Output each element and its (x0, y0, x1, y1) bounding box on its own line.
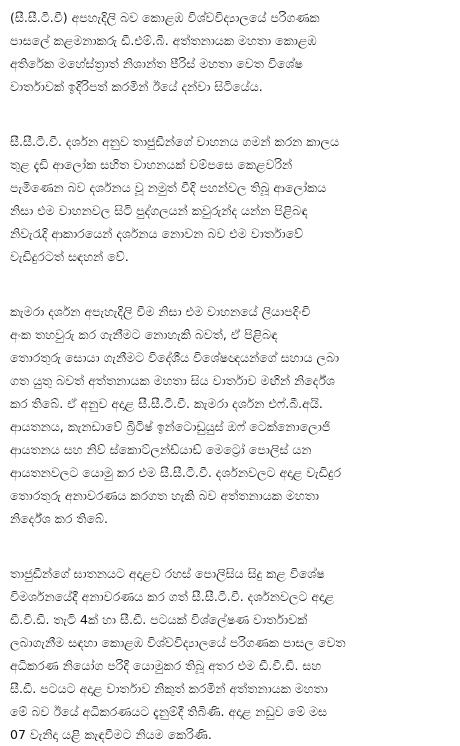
text-line: වාර්තාවක් ඉදිරිපත් කරමින් ඊයේ දන්වා සිටියේය. (10, 79, 263, 94)
text-line: විමර්ශනයේදී අනාවරණය කර ගත් සී.සී.ටී.වී. දර්ශනවලට අදාළ (10, 589, 335, 604)
text-line: අධිකරණ නියෝග පරිදි යොමුකර තිබූ අතර එම ඩී.වී.ඩී. සහ (10, 658, 322, 673)
text-line: තොරතුරු අනාවරණය කරගත හැකි බව අත්තනායක මහතා (10, 488, 319, 503)
text-line: (සී.සී.ටී.වී) අපහැදිලි බව කොළඹ විශ්වවිද්‍යාලයේ පරිගණක (10, 10, 320, 25)
text-line: ඩී.වී.ඩී. තැටි 4ක් හා සී.ඩී. පටයක් විශ්ලේෂණ වාර්තාවක් (10, 612, 308, 627)
text-line: තොරතුරු සොයා ගැනීමට විදේශීය විශේෂඥයන්ගේ සහාය ලබා (10, 350, 340, 365)
paragraph-1 (10, 6, 450, 98)
paragraph-spacer (10, 268, 450, 300)
paragraph-4 (10, 562, 450, 746)
text-line: ලබාගැනීම සඳහා කොළඹ විශ්වවිද්‍යාලයේ පරිගණක පාසල වෙත (10, 635, 346, 650)
text-line: සී.ඩී. පටයට අදාළ වාර්තාව නිකුත් කරමින් අත්තනායක මහතා (10, 681, 328, 696)
text-line: තාජුඩීන්ගේ ඝාතනයට අදාළව රහස් පොලිසිය සිදු කළ විශේෂ (10, 566, 325, 581)
text-line: නිවැරැදි ආකාරයෙන් දර්ශනය නොවන බව එම වාර්තාවේ (10, 226, 304, 241)
text-line: 07 වැනිදා යළි කැඳවීමට නියම කෙරිණි. (10, 727, 212, 742)
text-line: පැමිණෙන බව දර්ශනය වූ නමුත් වීදි පහන්වල තිබූ ආලෝකය (10, 180, 327, 195)
paragraph-spacer (10, 530, 450, 562)
paragraph-spacer (10, 98, 450, 130)
text-line: ආයතනවලට යොමු කර එම සී.සී.ටී.වී. දර්ශනවලට අදාළ වැඩිදුර (10, 465, 342, 480)
text-line: මේ බව ඊයේ අධිකරණයට දැනුම්දී තිබිණි. අදාළ නඩුව මේ මස (10, 704, 328, 719)
text-line: කර තිබේ. ඒ අනුව අදාළ සී.සී.ටී.වී. කැමරා දර්ශන එෆ්.බී.අයි. (10, 396, 323, 411)
text-line: කැමරා දර්ශන අපැහැදිලි වීම නිසා එම වාහනයේ ලියාපදිංචි (10, 304, 311, 319)
text-line: නිසා එම වාහනවල සිටි පුද්ගලයන් කවුරුන්ද යන්න පිළිබඳ (10, 203, 308, 218)
text-line: ගත යුතු බවත් අත්තනායක මහතා සිය වාර්තාව මඟින් නිර්දේශ (10, 373, 335, 388)
text-line: සී.සී.ටී.වී. දර්ශන අනුව තාජුඩීන්ගේ වාහනය ගමන් කරන කාලය (10, 134, 340, 149)
text-line: ආයතනය, කැනඩාවේ බ්‍රිටිෂ් ඉන්ටොඩුයුස් ඔෆ් ටෙක්නොලොජි (10, 419, 331, 434)
paragraph-2 (10, 130, 450, 268)
text-line: ආයතනය සහ නිව් ස්කොට්ලන්ඩ්යාඩ් මෙට්‍රෝ පොලිස් යන (10, 442, 312, 457)
paragraph-3 (10, 300, 450, 530)
text-line: අතිරේක මහේස්ත්‍රාත් නිශාන්ත පීරිස් මහතා වෙත විශේෂ (10, 56, 303, 71)
text-line: වැඩිදුරටත් සඳහන් වේ. (10, 249, 129, 264)
text-line: තුළ දැඩි ආලෝක සහිත වාහනයක් වම්පසෙ කෙළවරින් (10, 157, 293, 172)
text-line: නිර්දේශ කර තිබේ. (10, 511, 108, 526)
text-line: අංක තහවුරු කර ගැනීමට නොහැකි බවත්, ඒ පිළිබඳ (10, 327, 278, 342)
text-line: පාසලේ කළමනාකරු ඩී.එම්.බී. අත්තනායක මහතා කොළඹ (10, 33, 317, 48)
